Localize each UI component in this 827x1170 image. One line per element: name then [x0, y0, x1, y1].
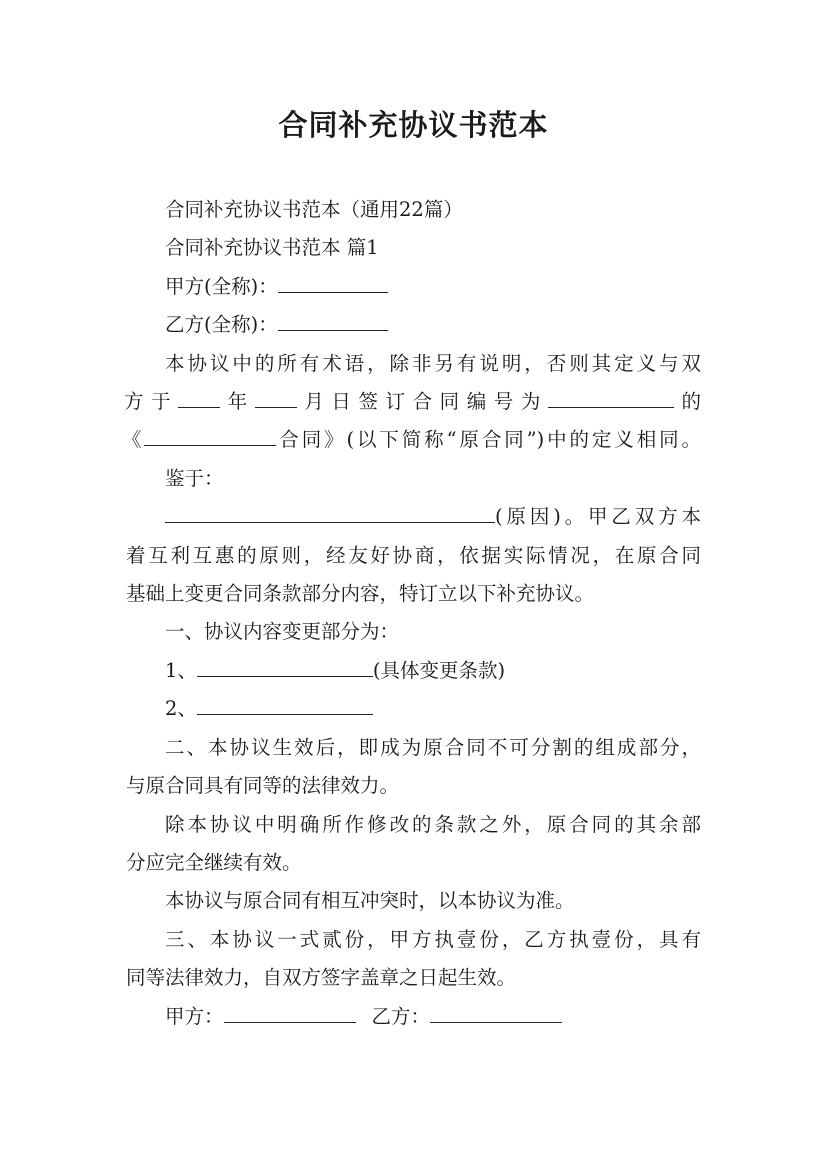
definition-text: 的: [673, 390, 701, 414]
whereas-line: 鉴于：: [165, 466, 224, 490]
contract-name-blank: [144, 425, 276, 446]
reason-blank: [165, 502, 495, 523]
subtitle-line: 合同补充协议书范本（通用22篇）: [165, 198, 463, 221]
party-a-label: 甲方(全称)：: [165, 274, 278, 298]
contract-number-blank: [548, 387, 674, 408]
except-line-2: 分应完全继续有效。: [126, 850, 302, 874]
year-blank: [178, 387, 220, 408]
item-note: (具体变更条款): [372, 658, 506, 682]
definition-text: 年: [220, 390, 255, 414]
reason-line-3: 基础上变更合同条款部分内容，特订立以下补充协议。: [126, 582, 595, 606]
sign-b-label: 乙方：: [371, 1004, 431, 1028]
except-line-1: 除本协议中明确所作修改的条款之外，原合同的其余部: [165, 812, 701, 836]
sign-a-blank: [224, 1002, 356, 1023]
party-b-line: [126, 306, 701, 344]
definition-text: 方于: [124, 390, 179, 414]
signature-line: [126, 998, 701, 1036]
item-number: 1、: [165, 658, 197, 682]
sign-a-label: 甲方：: [165, 1004, 224, 1028]
article-1-heading: 一、协议内容变更部分为：: [165, 620, 400, 644]
party-a-blank: [278, 272, 388, 293]
conflict-line: 本协议与原合同有相互冲突时，以本协议为准。: [165, 889, 575, 913]
party-b-blank: [278, 310, 388, 331]
reason-line-1: [126, 498, 701, 536]
reason-label: (原因)。甲乙双方本: [495, 505, 701, 529]
section-heading: 合同补充协议书范本 篇1: [165, 236, 379, 260]
document-body: [122, 191, 701, 1036]
definition-text: 月日签订合同编号为: [296, 390, 548, 414]
change-item-1: [126, 652, 701, 690]
document-title: 合同补充协议书范本: [278, 108, 549, 142]
item-number: 2、: [165, 697, 197, 721]
party-a-line: [126, 268, 701, 306]
article-2-line-1: 二、本协议生效后，即成为原合同不可分割的组成部分，: [165, 735, 701, 759]
reason-line-2: 着互利互惠的原则，经友好协商，依据实际情况，在原合同: [126, 543, 701, 567]
change-item-1-blank: [197, 656, 373, 677]
definition-line-3: [122, 421, 701, 459]
article-3-line-2: 同等法律效力，自双方签字盖章之日起生效。: [126, 966, 517, 990]
article-3-line-1: 三、本协议一式贰份，甲方执壹份，乙方执壹份，具有: [165, 927, 701, 951]
article-2-line-2: 与原合同具有同等的法律效力。: [126, 774, 400, 798]
party-b-label: 乙方(全称)：: [165, 313, 278, 337]
definition-text: 合同》(以下简称“原合同”)中的定义相同。: [276, 428, 701, 452]
definition-line-1: 本协议中的所有术语，除非另有说明，否则其定义与双: [165, 351, 701, 375]
sign-b-blank: [430, 1002, 562, 1023]
month-blank: [255, 387, 297, 408]
change-item-2-blank: [197, 694, 373, 715]
definition-text: 《: [122, 428, 145, 452]
change-item-2: [126, 690, 701, 728]
definition-line-2: [126, 383, 701, 421]
